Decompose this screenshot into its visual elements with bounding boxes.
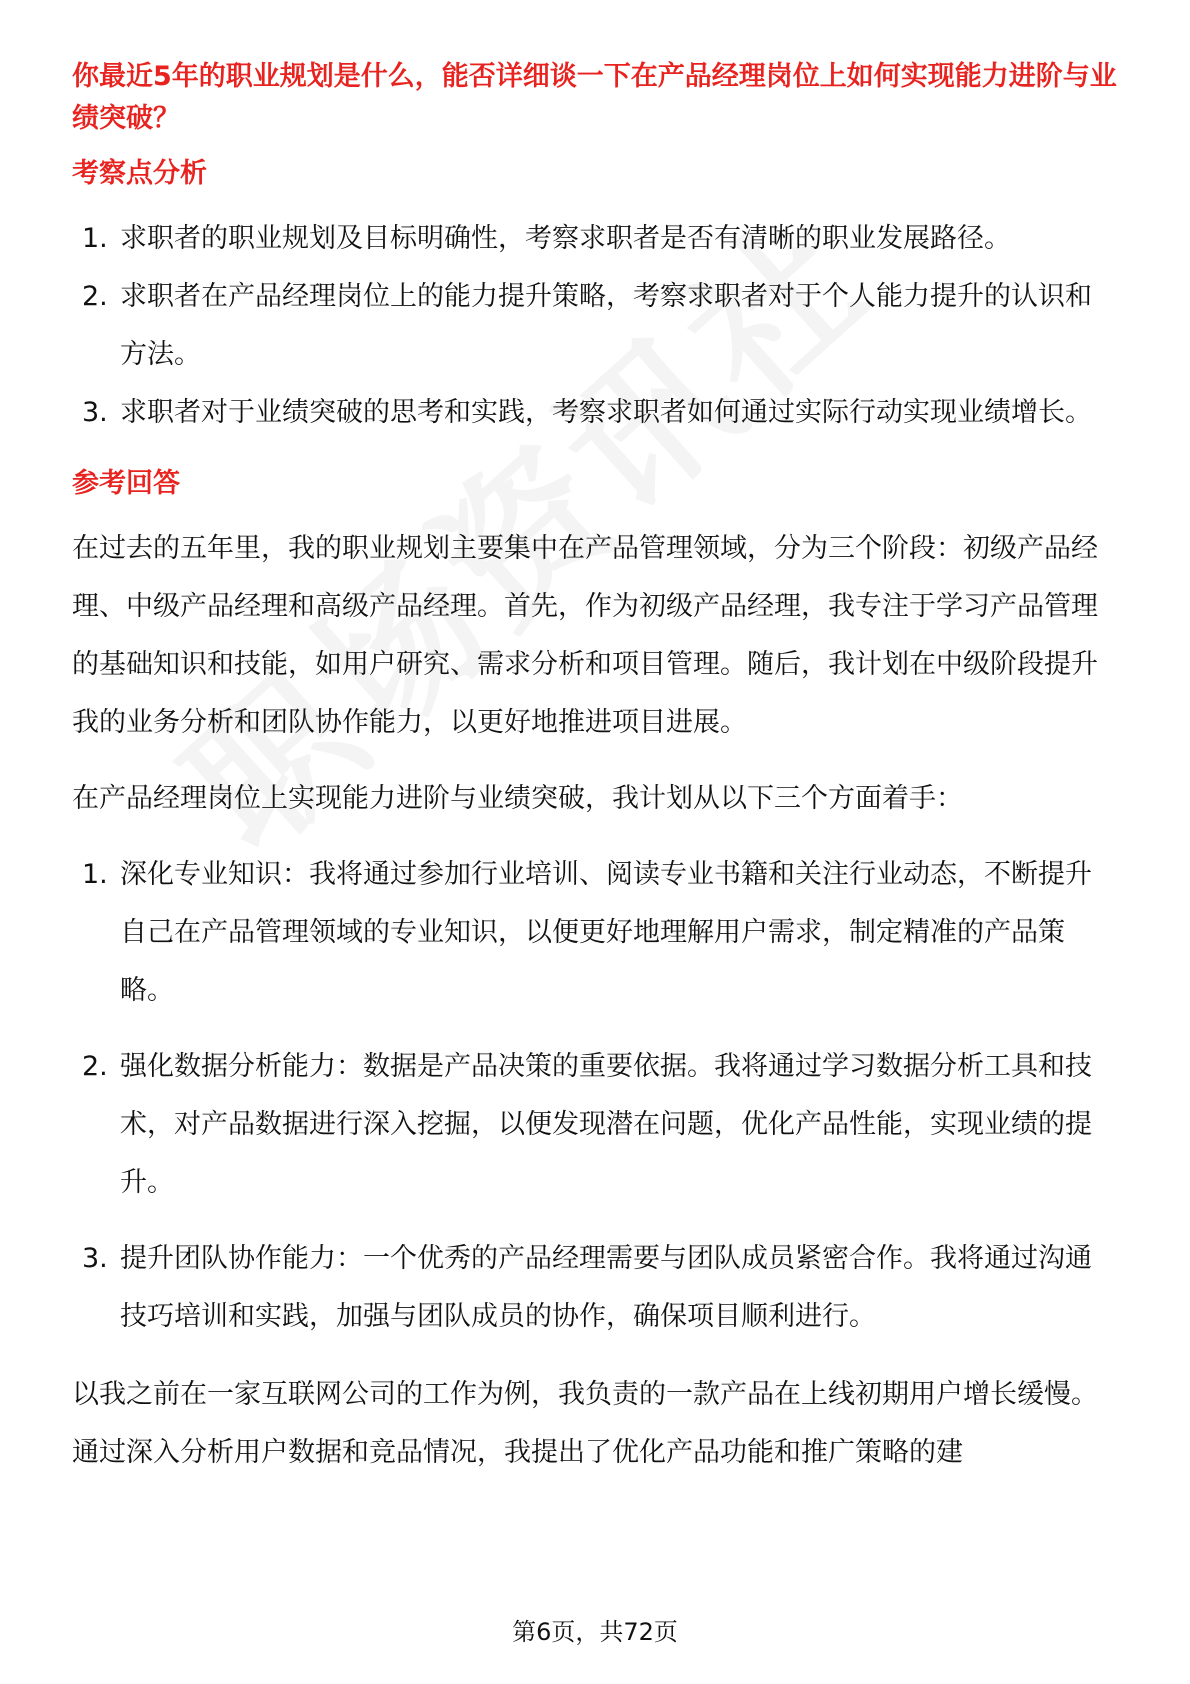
answer-paragraph-3: 以我之前在一家互联网公司的工作为例，我负责的一款产品在上线初期用户增长缓慢。通过深入分析用户数据和竞品情况，我提出了优化产品功能和推广策略的建 [72, 1379, 1098, 1468]
answer-list [72, 846, 1118, 1346]
list-number: 3. [82, 1243, 108, 1274]
list-number: 1. [82, 223, 108, 254]
page-number: 第6页，共72页 [512, 1618, 678, 1646]
list-number: 2. [82, 1051, 108, 1082]
interview-question: 你最近5年的职业规划是什么，能否详细谈一下在产品经理岗位上如何实现能力进阶与业绩突破？ [72, 61, 1117, 134]
analysis-list [72, 210, 1118, 442]
answer-item [72, 1038, 1118, 1212]
list-number: 3. [82, 397, 108, 428]
analysis-item [72, 268, 1118, 384]
answer-item [72, 846, 1118, 1020]
answer-heading: 参考回答 [72, 468, 180, 499]
answer-item [72, 1230, 1118, 1346]
list-number: 1. [82, 859, 108, 890]
answer-paragraph-1: 在过去的五年里，我的职业规划主要集中在产品管理领域，分为三个阶段：初级产品经理、中级产品经理和高级产品经理。首先，作为初级产品经理，我专注于学习产品管理的基础知识和技能，如用户研究、需求分析和项目管理。随后，我计划在中级阶段提升我的业务分析和团队协作能力，以更好地推进项目进展。 [72, 533, 1098, 738]
analysis-item-text: 求职者在产品经理岗位上的能力提升策略，考察求职者对于个人能力提升的认识和方法。 [120, 281, 1092, 370]
list-number: 2. [82, 281, 108, 312]
analysis-item [72, 384, 1118, 442]
answer-item-text: 提升团队协作能力：一个优秀的产品经理需要与团队成员紧密合作。我将通过沟通技巧培训和实践，加强与团队成员的协作，确保项目顺利进行。 [120, 1243, 1092, 1332]
answer-paragraph-2: 在产品经理岗位上实现能力进阶与业绩突破，我计划从以下三个方面着手： [72, 783, 963, 814]
analysis-item [72, 210, 1118, 268]
answer-item-text: 强化数据分析能力：数据是产品决策的重要依据。我将通过学习数据分析工具和技术，对产品数据进行深入挖掘，以便发现潜在问题，优化产品性能，实现业绩的提升。 [120, 1051, 1092, 1198]
analysis-item-text: 求职者对于业绩突破的思考和实践，考察求职者如何通过实际行动实现业绩增长。 [120, 397, 1092, 428]
answer-item-text: 深化专业知识：我将通过参加行业培训、阅读专业书籍和关注行业动态，不断提升自己在产品管理领域的专业知识，以便更好地理解用户需求，制定精准的产品策略。 [120, 859, 1092, 1006]
analysis-heading: 考察点分析 [72, 158, 207, 189]
analysis-item-text: 求职者的职业规划及目标明确性，考察求职者是否有清晰的职业发展路径。 [120, 223, 1011, 254]
document-content [72, 56, 1118, 1482]
